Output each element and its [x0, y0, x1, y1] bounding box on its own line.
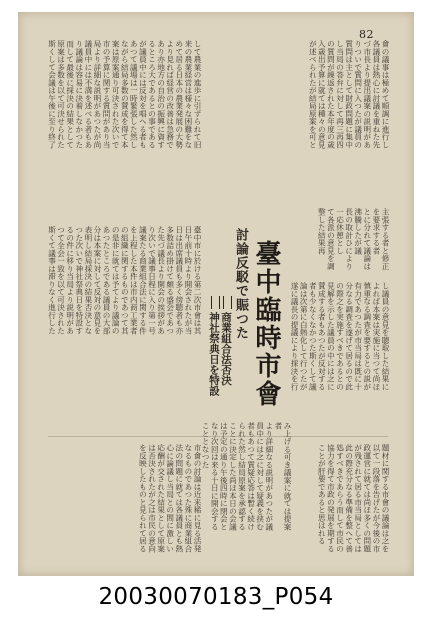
text-column: を上程した本件は市内商工業者	[129, 226, 139, 335]
text-column: 議案たる商業組合法に関する件	[138, 226, 148, 335]
text-column: 論は次第に白熱化して行つたが	[299, 282, 309, 391]
text-column: り議論は容易に決着しなかつた	[74, 40, 84, 149]
text-column: るところ大であるとの事である	[147, 40, 157, 149]
text-column: つた次いで神社祭典日を特設す	[74, 226, 84, 335]
text-column: り次いで議事日程に入り第一号	[147, 226, 157, 335]
text-column: あつたところである議員の大部	[102, 226, 112, 335]
column-block-top-left	[44, 40, 202, 218]
text-column: 以て一段落を告げたが今後の市	[371, 444, 381, 553]
text-column: 局より詳細な説明があつたが尚	[92, 40, 102, 149]
column-block-bottom-mid	[138, 444, 202, 564]
text-column: 遂に議長の提議により採決を行	[290, 282, 300, 391]
text-column: 市會の討論は近来稀に見る活発	[193, 444, 202, 553]
text-column: 質問は主として財政問題に集中	[344, 40, 354, 149]
text-column: るの件に移り当局より説明があ	[65, 226, 75, 335]
text-column: なるものであつた殊に商業組合	[183, 444, 193, 553]
column-block-top-right	[210, 40, 390, 202]
text-column: ことが肝要であると思はれる	[317, 444, 327, 545]
section-divider	[48, 436, 388, 437]
text-column: 市の予算に関する質問があり当	[102, 40, 112, 149]
text-column: て各派の意見を調整した結果再	[317, 208, 336, 270]
text-column: 斯くして会議は午後に至り終了	[47, 40, 57, 149]
text-column: 応酬が交された結果として原案	[156, 444, 166, 553]
text-column: み上げる可き議案に就ては提案者	[273, 422, 292, 531]
article-title: 臺中臨時市會	[251, 240, 281, 408]
text-column: の質問が繰返された本年度の歳	[326, 40, 336, 149]
text-column: 者もあつて質疑応答は暫く続け	[246, 422, 256, 531]
text-column: が述べられたが結局原案を可と	[308, 40, 318, 149]
text-column: の際之を実施すべきであるとの	[335, 282, 345, 391]
text-column: は予定の通り午後四時に閉会と	[219, 422, 229, 531]
text-column: より見れば経営の改善は急務で	[165, 40, 175, 149]
text-column: の是非に就ては予てより議論の	[111, 226, 121, 335]
text-column: 分は本案に対して反対の意見を	[92, 226, 102, 335]
text-column: 案は原案通り可決された次いで	[111, 40, 121, 149]
text-column: 協力を得て市政の発展を期する	[326, 444, 336, 553]
text-column: より詳細なる説明があつたが議	[264, 422, 274, 531]
text-column: ことに決定した尚ほ本日の会議	[228, 422, 238, 531]
text-column: 原案は多数を以て可決せられた	[56, 40, 66, 149]
text-column: 斯くて議事は滞りなく進行した	[47, 226, 57, 335]
text-column: 長の取計ひにより一応休憩とし	[335, 208, 354, 270]
text-column: 主張する者と修正を要求する者	[371, 208, 390, 270]
column-block-lower-right	[290, 282, 390, 432]
text-column: して農業の進歩に引ずられて旧	[193, 40, 202, 149]
article-subtitle-1: 商業組合法否決	[220, 312, 232, 386]
text-column: 来の農業経営は様々な困難をな	[183, 40, 193, 149]
text-column: 題材に関する市會の議論は之を	[381, 444, 390, 553]
text-column: りついで質問に入つたが議員の	[353, 40, 363, 149]
text-column: は否決されたが之は市民の意向	[147, 444, 157, 553]
text-column: し議員の意見を聴取した結果に	[381, 282, 390, 391]
text-column: こととなつた	[201, 422, 211, 469]
text-column: 議員中には不満を述べる者もあ	[83, 40, 93, 149]
text-column: あり亦地方の自治の振興に資す	[156, 40, 166, 149]
text-column: めて居る日本の農業発展の大勢	[174, 40, 184, 149]
text-column: た先づ議長より開会の挨拶があ	[156, 226, 166, 335]
text-column: なり次回は来る十日に開会する	[210, 422, 220, 531]
column-block-mid-right	[290, 208, 390, 276]
article-lead-title: 討論反駁で賑つた	[233, 228, 248, 340]
text-column: 者も少なくなかつた斯くして議	[308, 282, 318, 391]
text-column: 會の議事は極めて順調に進行し	[381, 40, 390, 149]
column-block-lower-mid	[201, 422, 292, 532]
text-column: 臺中市に於ける第二次市會は其	[193, 226, 202, 335]
article-heading	[209, 220, 281, 418]
article-subtitle-2: 神社祭典日を特設	[208, 312, 220, 396]
text-column: 慎重なる調査を要するとの説が	[362, 282, 372, 391]
text-column: が残されて居る市当局としては	[353, 444, 363, 553]
page-number: 82	[359, 28, 374, 41]
text-column: よれば本案は実施に当つて尚ほ	[371, 282, 381, 391]
text-column: 而して最後に採決の結果として	[65, 40, 75, 149]
text-column: 有力であつたが市当局は既に十	[353, 282, 363, 391]
text-column: 表明し結局採決の結果否決とな	[83, 226, 93, 335]
column-block-bottom-right	[300, 444, 390, 564]
text-column: 法の問題に就ては各議員とも熱	[174, 444, 184, 553]
text-column: られた然し結局原案を承認する	[237, 422, 247, 531]
text-column: とに分れて議論は沸騰したが議	[353, 208, 372, 270]
subtitle-mark	[211, 296, 220, 309]
text-column: 見解を示した議員の中には之に	[326, 282, 336, 391]
text-column: 員中には之に対して疑義を挟む	[255, 422, 265, 531]
text-column: し当局の答弁に対して再三再四	[335, 40, 345, 149]
catalog-id: 20030070183_P054	[98, 584, 334, 610]
text-column: の組織に関するものであつて其	[120, 226, 130, 335]
text-column: あつて議場は一時緊張した然し	[129, 40, 139, 149]
text-column: 心に論議し当局との間に激しい	[165, 444, 175, 553]
text-column: 処すべきであらう而して市民の	[335, 444, 345, 553]
text-column: つて全会一致を以て可決された	[56, 226, 66, 335]
text-column: づ市長より提出議案の説明があ	[362, 40, 372, 149]
text-column: が議員中には反対を唱へる者も	[138, 40, 148, 149]
text-column: ながら結局多数の賛成を得て本	[120, 40, 130, 149]
text-column: 分なる調査を遂げて居るので此	[344, 282, 354, 391]
column-block-lower-left	[44, 226, 202, 426]
text-column: 賛成する者もあつたが反対する	[317, 282, 327, 391]
text-column: 多数詰め掛けて頗る盛会であつ	[165, 226, 175, 335]
subtitle-mark	[223, 296, 232, 309]
text-column: 各議員は熱心に討議を重ねた先	[371, 40, 381, 149]
magazine-page	[18, 12, 414, 576]
text-column: 此の際充分なる準備を整へて善	[344, 444, 354, 553]
text-column: 政運営に就ては尚ほ多くの問題	[362, 444, 372, 553]
text-column: 入歳出予算に就ては種々の意見	[317, 40, 327, 149]
text-column: 日午前十時より開会されたが当	[183, 226, 193, 335]
text-column: を反映したものと見られて居る	[138, 444, 148, 553]
text-column: 日は出席議員も多く傍聴者も亦	[174, 226, 184, 335]
